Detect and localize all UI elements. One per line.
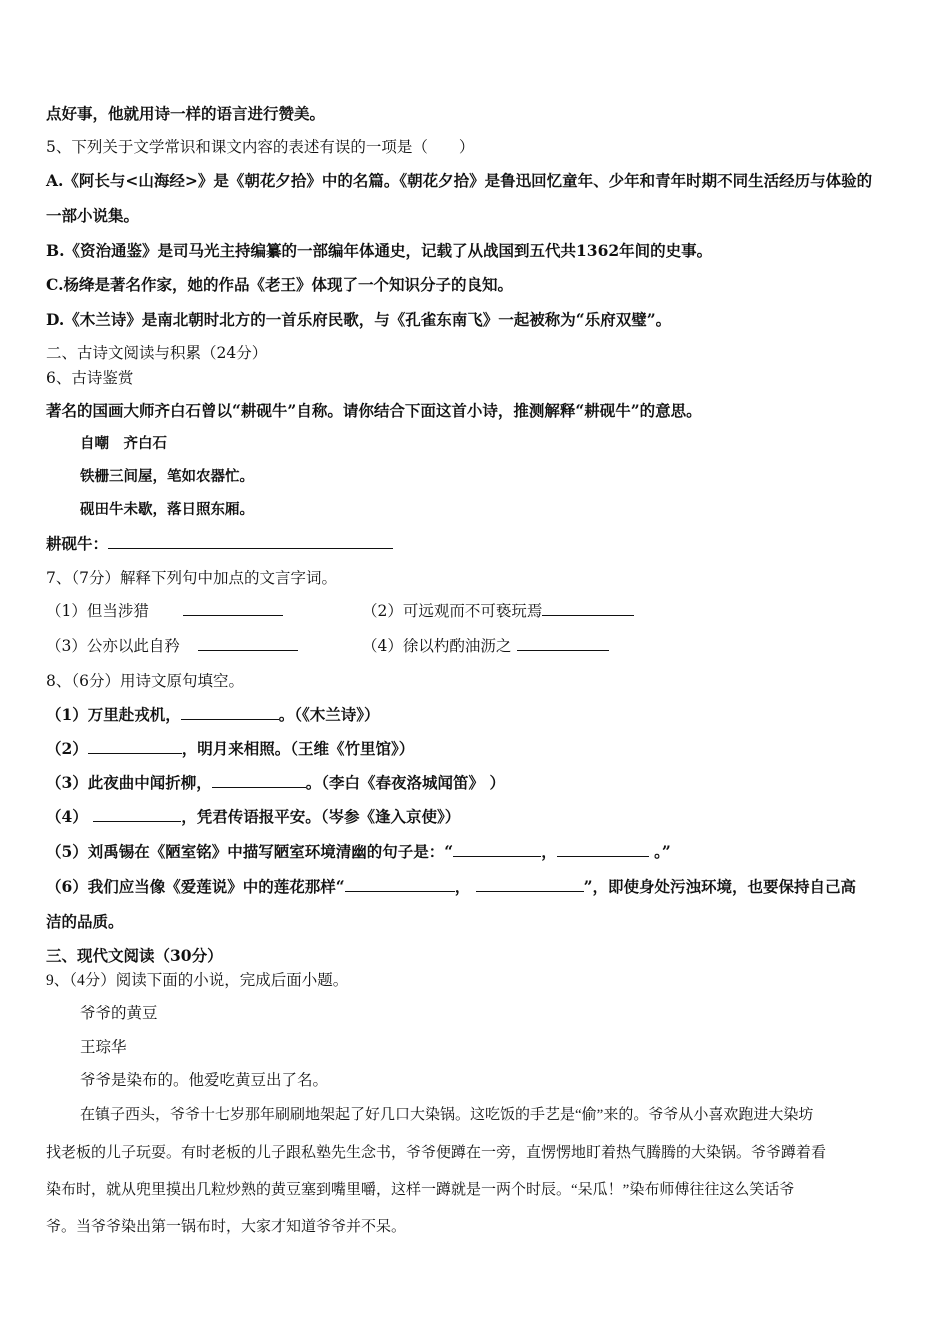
q5-option-a-line1: A.《阿长与<山海经>》是《朝花夕拾》中的名篇。《朝花夕拾》是鲁迅回忆童年、少年和青年时期不同生活经历与体验的 xyxy=(46,171,873,190)
q7-stem: 7、（7分）解释下列句中加点的文言字词。 xyxy=(46,569,337,587)
q5-option-a-line2: 一部小说集。 xyxy=(46,206,140,225)
q7-item-3: （3）公亦以此自矜 xyxy=(46,637,180,655)
story-paragraph-2-line-3: 染布时，就从兜里摸出几粒炒熟的黄豆塞到嘴里嚼，这样一蹲就是一两个时辰。“呆瓜！”染布师傅往往这么笑话爷 xyxy=(46,1182,795,1198)
q8-line-2-start: （2） xyxy=(46,739,88,758)
q8-blank-5a[interactable] xyxy=(453,842,541,857)
q8-blank-6a[interactable] xyxy=(345,877,455,892)
q8-line-6-cont: 洁的品质。 xyxy=(46,912,124,931)
q8-line-6 xyxy=(46,877,856,897)
q6-answer-blank[interactable] xyxy=(108,534,393,549)
q6-poem-line-2: 砚田牛未歇，落日照东厢。 xyxy=(80,502,254,518)
section-2-heading: 二、古诗文阅读与积累（24分） xyxy=(46,344,268,362)
q7-item-4-row xyxy=(362,636,609,656)
q8-blank-3[interactable] xyxy=(212,773,306,788)
q7-item-1-blank[interactable] xyxy=(183,601,283,616)
q7-item-2-row xyxy=(362,601,634,621)
q8-blank-6b[interactable] xyxy=(476,877,584,892)
q8-line-5-start: （5）刘禹锡在《陋室铭》中描写陋室环境清幽的句子是：“ xyxy=(46,842,454,861)
q7-item-2-blank[interactable] xyxy=(542,601,634,616)
q7-item-4: （4）徐以杓酌油沥之 xyxy=(362,637,512,655)
q7-item-3-row xyxy=(46,636,298,656)
q8-line-6-start: （6）我们应当像《爱莲说》中的莲花那样“ xyxy=(46,877,345,896)
q5-option-c: C.杨绛是著名作家，她的作品《老王》体现了一个知识分子的良知。 xyxy=(46,275,513,294)
q7-item-3-blank[interactable] xyxy=(198,636,298,651)
q8-line-3-end: 。（李白《春夜洛城闻笛》 ） xyxy=(305,773,505,792)
q8-blank-4[interactable] xyxy=(93,807,181,822)
q8-line-1-end: 。（《木兰诗》） xyxy=(278,705,380,724)
q7-item-2: （2）可远观而不可亵玩焉 xyxy=(362,602,543,620)
q8-blank-2[interactable] xyxy=(88,739,182,754)
q8-line-5-end: 。” xyxy=(648,842,671,861)
section-3-heading: 三、现代文阅读（30分） xyxy=(46,946,223,965)
q9-stem: 9、（4分）阅读下面的小说，完成后面小题。 xyxy=(46,972,349,989)
q6-answer-row xyxy=(46,534,393,554)
q8-line-3 xyxy=(46,773,505,793)
q5-stem: 5、下列关于文学常识和课文内容的表述有误的一项是（ ） xyxy=(46,138,475,156)
q5-option-d: D.《木兰诗》是南北朝时北方的一首乐府民歌，与《孔雀东南飞》一起被称为“乐府双璧”。 xyxy=(46,310,672,329)
story-author: 王琮华 xyxy=(80,1039,127,1056)
q6-title: 6、古诗鉴赏 xyxy=(46,369,134,387)
q6-poem-line-1: 铁栅三间屋，笔如农器忙。 xyxy=(80,469,254,485)
story-paragraph-2-line-4: 爷。当爷爷染出第一锅布时，大家才知道爷爷并不呆。 xyxy=(46,1219,407,1235)
q8-line-6-comma: ， xyxy=(454,877,476,896)
q8-line-6-end: ”，即使身处污浊环境，也要保持自己高 xyxy=(583,877,857,896)
q8-line-2-end: ，明月来相照。（王维《竹里馆》） xyxy=(181,739,415,758)
story-paragraph-1: 爷爷是染布的。他爱吃黄豆出了名。 xyxy=(80,1072,329,1089)
q8-line-4-end: ，凭君传语报平安。（岑参《逢入京使》） xyxy=(181,807,461,826)
q7-item-1: （1）但当涉猎 xyxy=(46,602,149,620)
q8-line-3-start: （3）此夜曲中闻折柳， xyxy=(46,773,212,792)
q7-item-4-blank[interactable] xyxy=(517,636,609,651)
q8-stem: 8、（6分）用诗文原句填空。 xyxy=(46,672,244,690)
q8-line-4-start: （4） xyxy=(46,807,94,826)
q8-blank-1[interactable] xyxy=(181,705,279,720)
q8-blank-5b[interactable] xyxy=(557,842,649,857)
story-paragraph-2-line-2: 找老板的儿子玩耍。有时老板的儿子跟私塾先生念书，爷爷便蹲在一旁，直愣愣地盯着热气腾腾的大染锅。爷爷蹲着看 xyxy=(46,1145,827,1161)
q7-item-1-row xyxy=(46,601,283,621)
story-title: 爷爷的黄豆 xyxy=(80,1005,158,1022)
q8-line-1-start: （1）万里赴戎机， xyxy=(46,705,181,724)
q8-line-5 xyxy=(46,842,671,862)
story-paragraph-2-line-1: 在镇子西头，爷爷十七岁那年刷刷地架起了好几口大染锅。这吃饭的手艺是“偷”来的。爷爷从小喜欢跑进大染坊 xyxy=(80,1107,814,1123)
q6-poem-title: 自嘲 齐白石 xyxy=(80,436,167,452)
q5-option-b: B.《资治通鉴》是司马光主持编纂的一部编年体通史，记载了从战国到五代共1362年间的史事。 xyxy=(46,241,713,260)
q6-answer-label: 耕砚牛： xyxy=(46,534,109,553)
q8-line-2 xyxy=(46,739,414,759)
q8-line-1 xyxy=(46,705,380,725)
q6-prompt: 著名的国画大师齐白石曾以“耕砚牛”自称。请你结合下面这首小诗，推测解释“耕砚牛”的意思。 xyxy=(46,401,702,420)
q4-tail-text: 点好事，他就用诗一样的语言进行赞美。 xyxy=(46,104,326,123)
q8-line-4 xyxy=(46,807,460,827)
q8-line-5-comma: ， xyxy=(541,842,557,861)
